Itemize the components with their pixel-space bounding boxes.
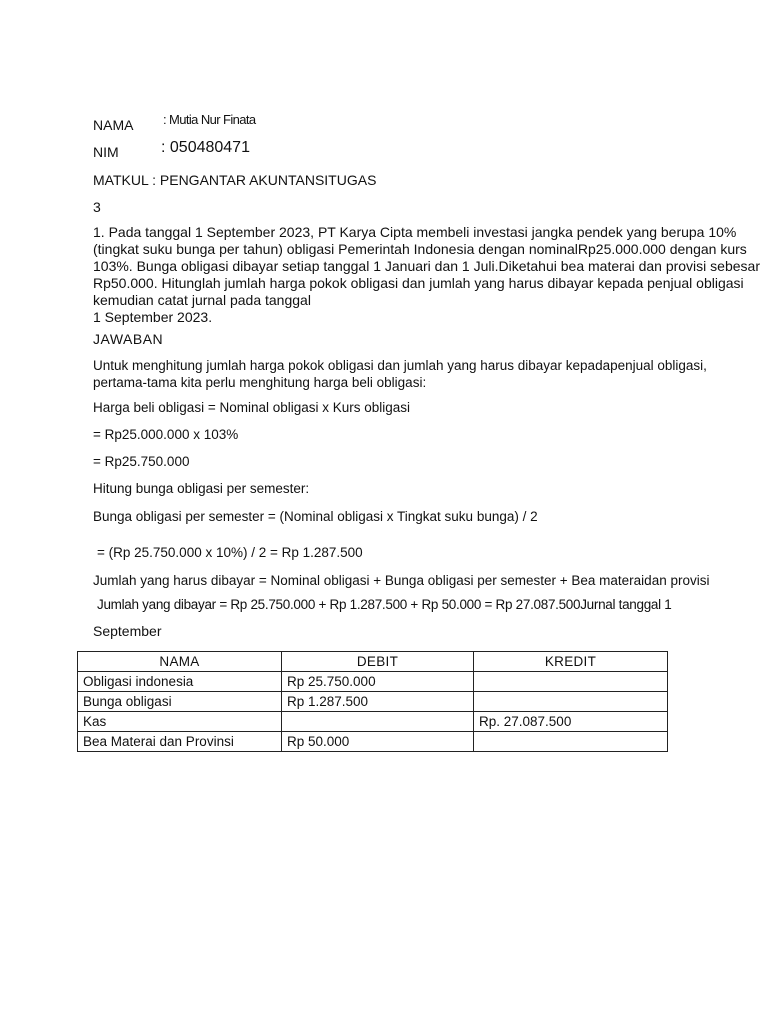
- question-line: 1. Pada tanggal 1 September 2023, PT Karya Cipta membeli investasi jangka pendek yang berupa 10%: [93, 224, 737, 240]
- cell-debit: Rp 50.000: [282, 732, 474, 752]
- cell-nama: Bunga obligasi: [78, 692, 282, 712]
- cell-kredit: [474, 672, 668, 692]
- tugas-number: 3: [93, 199, 101, 215]
- cell-debit: Rp 1.287.500: [282, 692, 474, 712]
- matkul-line: MATKUL : PENGANTAR AKUNTANSITUGAS: [93, 172, 377, 188]
- table-header-row: [78, 652, 668, 672]
- journal-table: [77, 651, 668, 752]
- intro-line: pertama-tama kita perlu menghitung harga beli obligasi:: [93, 375, 427, 390]
- nama-label: NAMA: [93, 117, 134, 133]
- september-label: September: [93, 623, 162, 639]
- cell-debit: Rp 25.750.000: [282, 672, 474, 692]
- calc-bunga: = (Rp 25.750.000 x 10%) / 2 = Rp 1.287.500: [97, 545, 363, 560]
- nama-value: : Mutia Nur Finata: [163, 112, 256, 127]
- formula-bunga: Bunga obligasi per semester = (Nominal obligasi x Tingkat suku bunga) / 2: [93, 509, 538, 524]
- table-row: [78, 692, 668, 712]
- nim-label: NIM: [93, 144, 119, 160]
- column-header-nama: NAMA: [78, 652, 282, 672]
- table-row: [78, 672, 668, 692]
- cell-kredit: Rp. 27.087.500: [474, 712, 668, 732]
- cell-nama: Kas: [78, 712, 282, 732]
- column-header-kredit: KREDIT: [474, 652, 668, 672]
- question-line: Rp50.000. Hitunglah jumlah harga pokok obligasi dan jumlah yang harus dibayar kepada penjual obligasi: [93, 275, 744, 291]
- answer-intro: [93, 357, 733, 391]
- result-harga-beli: = Rp25.750.000: [93, 454, 190, 469]
- question-paragraph: [93, 224, 760, 326]
- column-header-debit: DEBIT: [282, 652, 474, 672]
- question-line: 1 September 2023.: [93, 309, 213, 325]
- answer-heading: JAWABAN: [93, 331, 164, 347]
- nim-value: : 050480471: [161, 139, 250, 156]
- question-line: (tingkat suku bunga per tahun) obligasi Pemerintah Indonesia dengan nominalRp25.000.000 dengan kurs: [93, 241, 747, 257]
- intro-line: Untuk menghitung jumlah harga pokok obligasi dan jumlah yang harus dibayar kepadapenjual obligasi,: [93, 358, 707, 373]
- cell-nama: Obligasi indonesia: [78, 672, 282, 692]
- hitung-bunga-label: Hitung bunga obligasi per semester:: [93, 481, 310, 496]
- table-row: [78, 712, 668, 732]
- cell-debit: [282, 712, 474, 732]
- question-line: 103%. Bunga obligasi dibayar setiap tanggal 1 Januari dan 1 Juli.Diketahui bea materai dan provisi sebesar: [93, 258, 760, 274]
- cell-kredit: [474, 732, 668, 752]
- question-line: kemudian catat jurnal pada tanggal: [93, 292, 311, 308]
- calc-harga-beli: = Rp25.000.000 x 103%: [93, 427, 239, 442]
- cell-kredit: [474, 692, 668, 712]
- calc-jumlah: Jumlah yang dibayar = Rp 25.750.000 + Rp 1.287.500 + Rp 50.000 = Rp 27.087.500Jurnal tanggal 1: [97, 597, 672, 612]
- table-row: [78, 732, 668, 752]
- cell-nama: Bea Materai dan Provinsi: [78, 732, 282, 752]
- formula-jumlah: Jumlah yang harus dibayar = Nominal obligasi + Bunga obligasi per semester + Bea materaidan provisi: [93, 573, 710, 588]
- formula-harga-beli: Harga beli obligasi = Nominal obligasi x Kurs obligasi: [93, 400, 411, 415]
